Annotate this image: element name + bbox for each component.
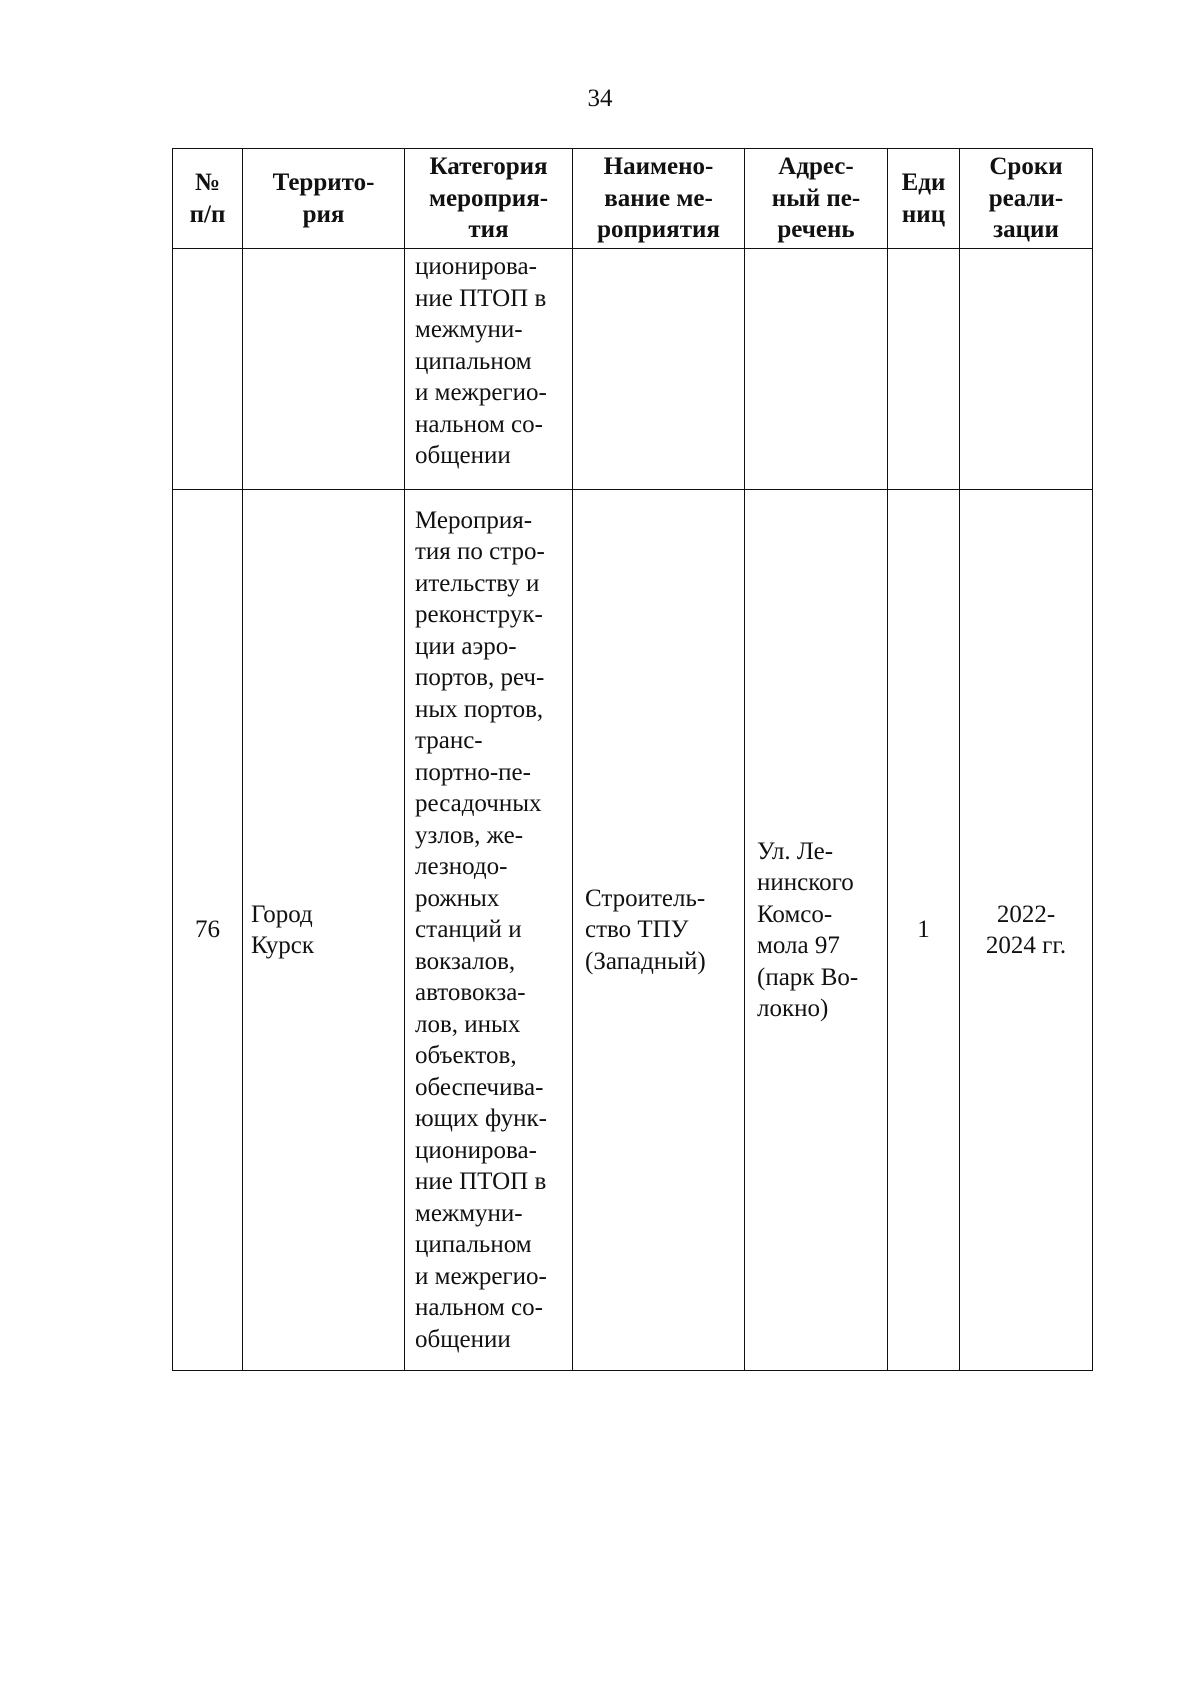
cell-name: [573, 249, 745, 490]
cell-territory: [243, 249, 405, 490]
cell-num: 76: [173, 490, 243, 1371]
cell-term: [960, 249, 1093, 490]
cell-num: [173, 249, 243, 490]
cell-units: 1: [888, 490, 960, 1371]
page-number: 34: [587, 85, 613, 112]
header-term: Сроки реали- зации: [960, 149, 1093, 249]
header-name: Наимено- вание ме- роприятия: [573, 149, 745, 249]
table-row-continuation: [173, 249, 1093, 490]
header-num: № п/п: [173, 149, 243, 249]
header-category: Категория мероприя- тия: [405, 149, 573, 249]
header-address: Адрес- ный пе- речень: [745, 149, 888, 249]
cell-address: [745, 249, 888, 490]
table-header-row: [173, 149, 1093, 249]
cell-name: Строитель- ство ТПУ (Западный): [573, 490, 745, 1371]
measures-table: [172, 148, 1093, 1371]
header-units: Еди ниц: [888, 149, 960, 249]
table-row: [173, 490, 1093, 1371]
cell-term: 2022- 2024 гг.: [960, 490, 1093, 1371]
cell-address: Ул. Ле- нинского Комсо- мола 97 (парк Во- локно): [745, 490, 888, 1371]
cell-territory: Город Курск: [243, 490, 405, 1371]
cell-category: Мероприя- тия по стро- ительству и реконструк- ции аэро- портов, реч- ных портов, транс- портно-пе- ресадочных узлов, же- лезнодо- рожных станций и вокзалов, автовокза- лов, иных объектов, обеспечива- ющих функ- ционирова- ние ПТОП в межмуни- ципальном и межрегио- нальном со- общении: [405, 490, 573, 1371]
header-territory: Террито- рия: [243, 149, 405, 249]
cell-category: ционирова- ние ПТОП в межмуни- ципальном и межрегио- нальном со- общении: [405, 249, 573, 490]
cell-units: [888, 249, 960, 490]
